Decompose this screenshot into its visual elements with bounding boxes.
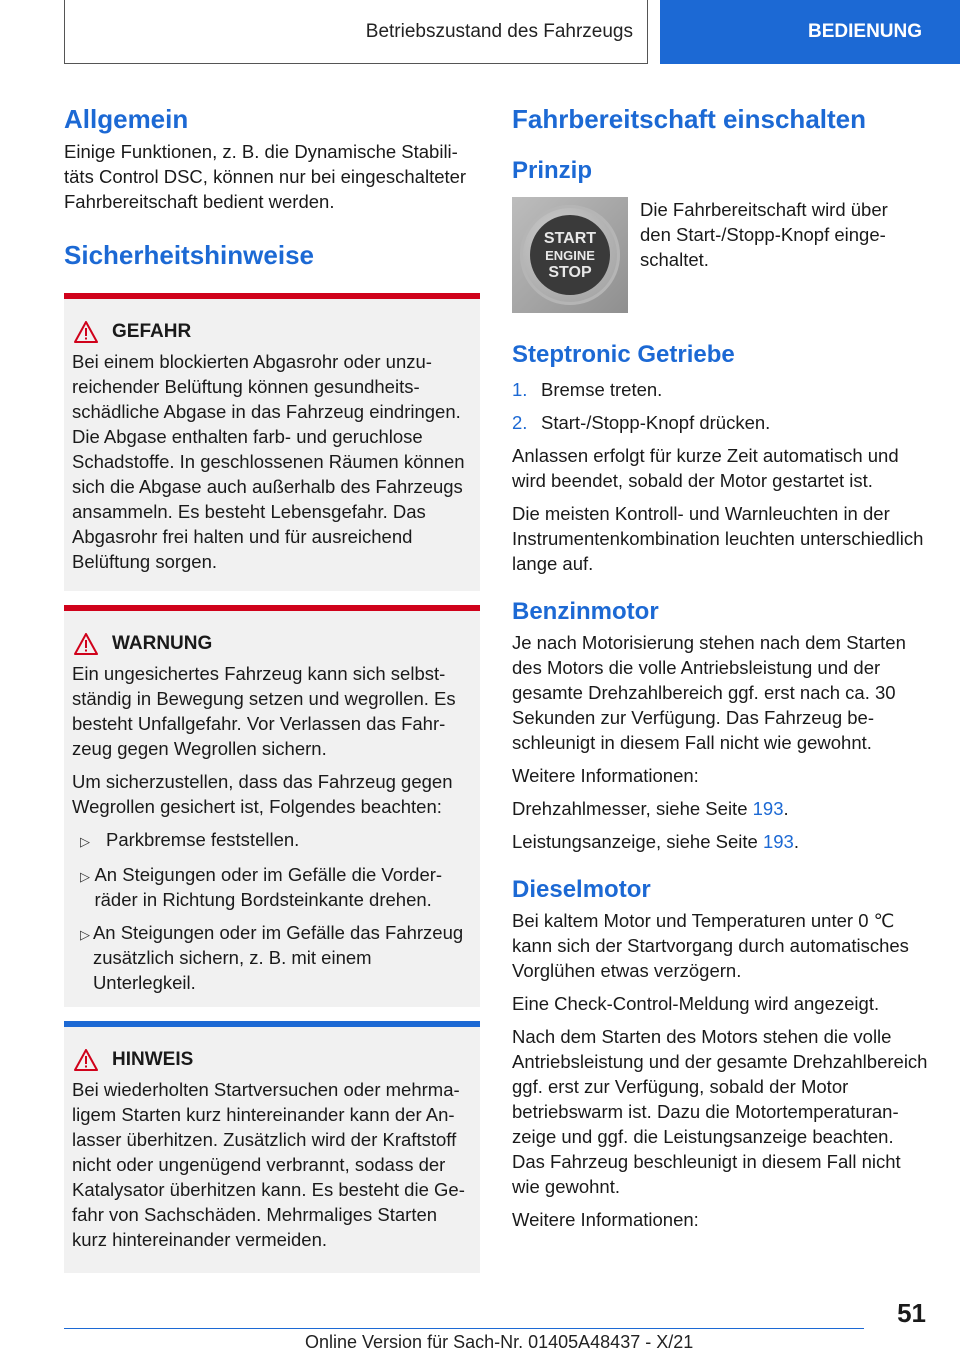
bullet-text: An Steigungen oder im Gefälle die Vorderräder in Richtung Bordsteinkante drehen. (94, 864, 443, 910)
left-column (64, 100, 480, 1273)
weitere-info-1: Weitere Informationen: (512, 765, 699, 786)
step-text: Bremse treten. (541, 379, 663, 400)
prinzip-block (512, 197, 928, 313)
triangle-bullet-icon: ▷ (80, 869, 90, 884)
allgemein-heading: Allgemein (64, 104, 189, 134)
ref-leistungsanzeige: Leistungsanzeige, siehe Seite 193. (512, 831, 799, 852)
button-ring (520, 205, 620, 305)
prinzip-heading: Prinzip (512, 157, 593, 184)
gefahr-text: Bei einem blockierten Abgasrohr oder unzureichender Belüftung können gesundheitsschädliche Abgase in das Fahrzeug eindringen. Die Abgase enthalten farb- und geruchlose Schadstoffe. In geschlossenen Räumen können sich die Abgase auch außerhalb des Fahrzeugs ansammeln. Es besteht Lebensgefahr. Das Abgasrohr frei halten und für ausreichend Belüftung sorgen. (72, 351, 465, 572)
online-version-footer: Online Version für Sach-Nr. 01405A48437 - X/21 (305, 1332, 694, 1352)
prinzip-text: Die Fahrbereitschaft wird über den Start-/Stopp-Knopf eingeschaltet. (640, 199, 888, 270)
step-number: 1. (512, 379, 528, 400)
warning-triangle-icon (74, 633, 98, 655)
triangle-bullet-icon: ▷ (80, 834, 90, 849)
weitere-info-2: Weitere Informationen: (512, 1209, 699, 1230)
benzin-heading: Benzinmotor (512, 598, 659, 625)
start-stop-button-image (512, 197, 628, 313)
warning-triangle-icon (74, 321, 98, 343)
chapter-tab[interactable] (660, 0, 960, 64)
steptronic-text-1: Anlassen erfolgt für kurze Zeit automatisch und wird beendet, sobald der Motor gestartet ist. (512, 445, 899, 491)
hinweis-title-row (72, 1049, 472, 1071)
list-item (72, 920, 472, 995)
benzin-text: Je nach Motorisierung stehen nach dem Starten des Motors die volle Antriebsleistung und der gesamte Drehzahlbereich ggf. erst nach ca. 30 Sekunden zur Verfügung. Das Fahrzeug beschleunigt in diesem Fall nicht wie gewohnt. (512, 632, 906, 753)
diesel-text-2: Eine Check-Control-Meldung wird angezeigt. (512, 993, 880, 1014)
steptronic-text-2: Die meisten Kontroll- und Warnleuchten in der Instrumentenkombination leuchten unterschiedlich lange auf. (512, 503, 924, 574)
list-item (72, 862, 472, 912)
hinweis-title: HINWEIS (112, 1049, 194, 1070)
bullet-text: An Steigungen oder im Gefälle das Fahrzeug zusätzlich sichern, z. B. mit einem Unterlegkeil. (92, 922, 464, 993)
footer-divider (64, 1328, 864, 1329)
triangle-bullet-icon: ▷ (80, 927, 90, 942)
warnung-text-1: Ein ungesichertes Fahrzeug kann sich selbstständig in Bewegung setzen und wegrollen. Es besteht Unfallgefahr. Vor Verlassen das Fahrzeug gegen Wegrollen sichern. (72, 663, 456, 759)
warnung-text-2: Um sicherzustellen, dass das Fahrzeug gegen Wegrollen gesichert ist, Folgendes beachten: (72, 771, 453, 817)
warning-triangle-icon (74, 1049, 98, 1071)
sicherheit-heading: Sicherheitshinweise (64, 240, 314, 270)
diesel-text-3: Nach dem Starten des Motors stehen die volle Antriebsleistung und der gesamte Drehzahlbereich ggf. erst zur Verfügung, sobald der Motor betriebswarm ist. Dazu die Motortemperaturanzeige und ggf. die Leistungsanzeige beachten. Das Fahrzeug beschleunigt in diesem Fall nicht wie gewohnt. (512, 1026, 928, 1197)
hinweis-text: Bei wiederholten Startversuchen oder mehrmaligem Starten kurz hintereinander kann der Anlasser überhitzen. Zusätzlich wird der Kraftstoff nicht oder ungenügend verbrannt, sodass der Katalysator überhitzen kann. Es besteht die Gefahr von Sachschäden. Mehrmaliges Starten kurz hintereinander vermeiden. (72, 1079, 465, 1250)
step-item (512, 377, 928, 402)
diesel-text-1: Bei kaltem Motor und Temperaturen unter 0 ℃ kann sich der Startvorgang durch automatisches Vorglühen etwas verzögern. (512, 910, 909, 981)
warnung-title-row (72, 633, 472, 655)
allgemein-text: Einige Funktionen, z. B. die Dynamische Stabilitäts Control DSC, können nur bei eingeschalteter Fahrbereitschaft bedient werden. (64, 141, 467, 212)
diesel-heading: Dieselmotor (512, 876, 651, 903)
ref-text: Leistungsanzeige, siehe Seite (512, 831, 763, 852)
step-text: Start-/Stopp-Knopf drücken. (541, 412, 771, 433)
bullet-text: Parkbremse feststellen. (106, 829, 300, 850)
button-label-start: START (543, 229, 597, 247)
ref-text: Drehzahlmesser, siehe Seite (512, 798, 753, 819)
steptronic-heading: Steptronic Getriebe (512, 341, 735, 368)
warnung-title: WARNUNG (112, 633, 213, 654)
fahrbereitschaft-heading: Fahrbereitschaft einschalten (512, 104, 866, 134)
step-item (512, 410, 928, 435)
section-header (64, 0, 648, 64)
ref-drehzahlmesser: Drehzahlmesser, siehe Seite 193. (512, 798, 789, 819)
button-face (530, 215, 610, 295)
right-column (512, 100, 928, 1240)
hinweis-box (64, 1027, 480, 1273)
list-item (72, 827, 472, 854)
gefahr-title: GEFAHR (112, 321, 192, 342)
button-label-stop: STOP (548, 263, 592, 281)
button-label-engine: ENGINE (545, 247, 595, 263)
page-number: 51 (897, 1298, 926, 1328)
gefahr-title-row (72, 321, 472, 343)
section-title: Betriebszustand des Fahrzeugs (365, 20, 633, 42)
chapter-title: BEDIENUNG (808, 21, 923, 42)
step-number: 2. (512, 412, 528, 433)
page-link[interactable]: 193 (762, 831, 794, 852)
page-link[interactable]: 193 (752, 798, 784, 819)
warnung-box (64, 611, 480, 1007)
gefahr-box (64, 299, 480, 591)
